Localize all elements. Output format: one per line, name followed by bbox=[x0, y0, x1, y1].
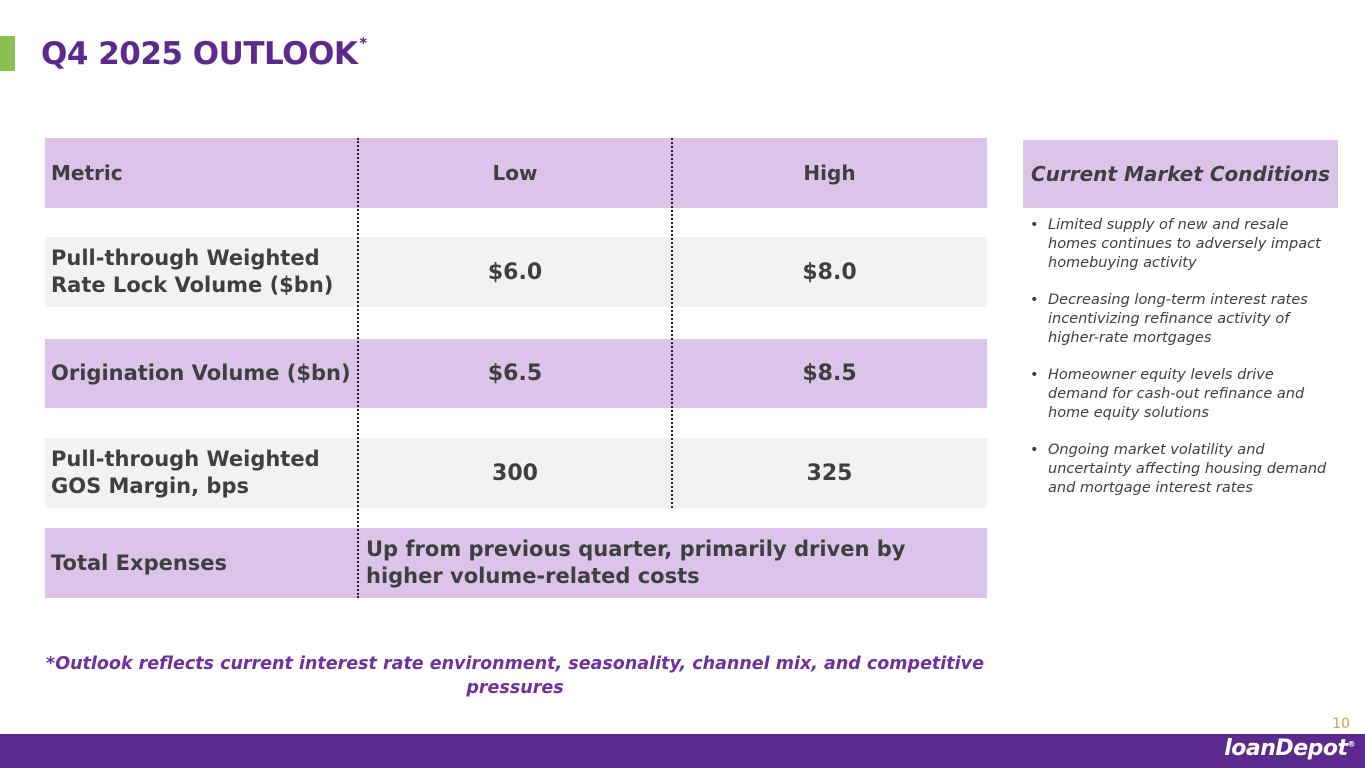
market-conditions-list bbox=[1030, 216, 1330, 516]
list-item: • Limited supply of new and resale homes continues to adversely impact homebuying activity bbox=[1030, 216, 1330, 273]
title-footnote-mark: * bbox=[359, 34, 367, 52]
outlook-table bbox=[45, 138, 987, 598]
market-conditions-heading: Current Market Conditions bbox=[1023, 140, 1338, 208]
header-high: High bbox=[672, 138, 987, 208]
low-cell: $6.5 bbox=[358, 339, 672, 408]
expense-note-cell: Up from previous quarter, primarily driven by higher volume-related costs bbox=[358, 528, 987, 598]
metric-cell: Origination Volume ($bn) bbox=[45, 339, 358, 408]
table-row bbox=[45, 528, 987, 598]
table-header-row bbox=[45, 138, 987, 208]
table-row bbox=[45, 438, 987, 508]
footer-bar bbox=[0, 734, 1365, 768]
metric-cell: Pull-through Weighted GOS Margin, bps bbox=[45, 438, 358, 508]
metric-cell: Pull-through Weighted Rate Lock Volume ($bn) bbox=[45, 237, 358, 307]
header-low: Low bbox=[358, 138, 672, 208]
high-cell: $8.0 bbox=[672, 237, 987, 307]
list-item: • Ongoing market volatility and uncertainty affecting housing demand and mortgage interest rates bbox=[1030, 441, 1330, 498]
list-item: • Homeowner equity levels drive demand for cash-out refinance and home equity solutions bbox=[1030, 366, 1330, 423]
column-divider bbox=[357, 138, 359, 598]
column-divider bbox=[671, 138, 673, 508]
table-row bbox=[45, 339, 987, 408]
outlook-footnote: *Outlook reflects current interest rate environment, seasonality, channel mix, and competitive pressures bbox=[46, 654, 984, 698]
list-item: • Decreasing long-term interest rates incentivizing refinance activity of higher-rate mortgages bbox=[1030, 291, 1330, 348]
page-number: 10 bbox=[1332, 716, 1350, 732]
title-accent-bar bbox=[0, 36, 15, 71]
low-cell: $6.0 bbox=[358, 237, 672, 307]
metric-cell: Total Expenses bbox=[45, 528, 358, 598]
header-metric: Metric bbox=[45, 138, 358, 208]
high-cell: 325 bbox=[672, 438, 987, 508]
table-row bbox=[45, 237, 987, 307]
high-cell: $8.5 bbox=[672, 339, 987, 408]
low-cell: 300 bbox=[358, 438, 672, 508]
loandepot-logo: loanDepot® bbox=[1224, 736, 1355, 761]
page-title: Q4 2025 OUTLOOK * bbox=[41, 34, 367, 72]
